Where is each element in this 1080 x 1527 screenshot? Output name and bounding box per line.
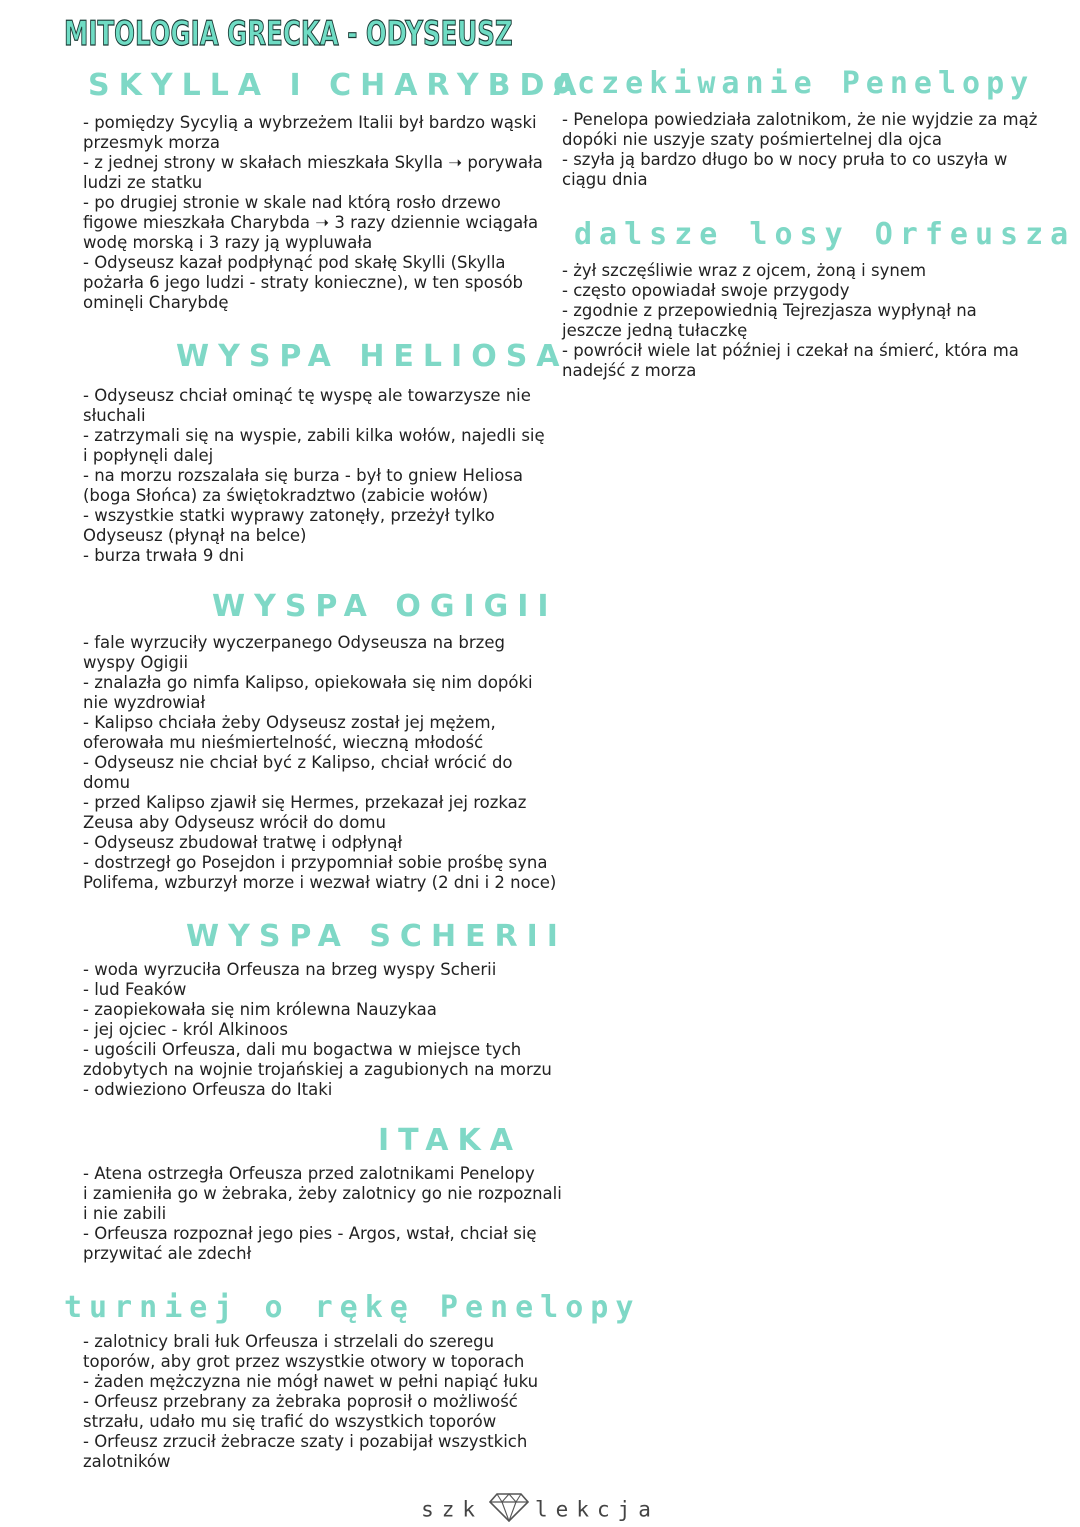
text-line: Polifema, wzburzył morze i wezwał wiatry (2 dni i 2 noce): [83, 873, 557, 892]
text-line: - Odyseusz zbudował tratwę i odpłynął: [83, 833, 403, 852]
text-line: wyspy Ogigii: [83, 653, 189, 672]
text-line: - zaopiekowała się nim królewna Nauzykaa: [83, 1000, 437, 1019]
text-line: (boga Słońca) za świętokradztwo (zabicie wołów): [83, 486, 489, 505]
text-line: - dostrzegł go Posejdon i przypomniał sobie prośbę syna: [83, 853, 548, 872]
text-line: - często opowiadał swoje przygody: [562, 281, 850, 300]
text-line: - odwieziono Orfeusza do Itaki: [83, 1080, 333, 1099]
heading-dalsze-losy: dalsze losy Orfeusza: [574, 217, 1076, 252]
text-line: - Penelopa powiedziała zalotnikom, że nie wyjdzie za mąż: [562, 110, 1038, 129]
heading-wyspa-heliosa: WYSPA HELIOSA: [176, 339, 569, 374]
text-line: figowe mieszkała Charybda ➝ 3 razy dziennie wciągała: [83, 213, 539, 232]
text-line: ludzi ze statku: [83, 173, 203, 192]
text-line: ominęli Charybdę: [83, 293, 229, 312]
text-line: strzału, udało mu się trafić do wszystkich toporów: [83, 1412, 497, 1431]
text-line: pożarła 6 jego ludzi - straty konieczne), w ten sposób: [83, 273, 524, 292]
section-skylla-charybda-text: [83, 113, 543, 313]
heading-turniej: turniej o rękę Penelopy: [64, 1290, 641, 1325]
section-turniej-text: [83, 1332, 538, 1472]
section-wyspa-scherii-text: [83, 960, 552, 1100]
text-line: Zeusa aby Odyseusz wrócił do domu: [83, 813, 386, 832]
text-line: - żył szczęśliwie wraz z ojcem, żoną i synem: [562, 261, 927, 280]
text-line: - Odyseusz chciał ominąć tę wyspę ale towarzysze nie: [83, 386, 531, 405]
text-line: - znalazła go nimfa Kalipso, opiekowała się nim dopóki: [83, 673, 533, 692]
text-line: - żaden mężczyzna nie mógł nawet w pełni napiąć łuku: [83, 1372, 539, 1391]
text-line: nadejść z morza: [562, 361, 697, 380]
text-line: nie wyzdrowiał: [83, 693, 206, 712]
text-line: - zalotnicy brali łuk Orfeusza i strzelali do szeregu: [83, 1332, 495, 1351]
text-line: - fale wyrzuciły wyczerpanego Odyseusza na brzeg: [83, 633, 505, 652]
text-line: słuchali: [83, 406, 146, 425]
text-line: - powrócił wiele lat później i czekał na śmierć, która ma: [562, 341, 1019, 360]
section-dalsze-losy-text: [562, 261, 1019, 381]
section-itaka-text: [83, 1164, 562, 1264]
text-line: - wszystkie statki wyprawy zatonęły, przeżył tylko: [83, 506, 495, 525]
text-line: - lud Feaków: [83, 980, 187, 999]
logo-text-left: szk: [421, 1497, 484, 1522]
page-title: MITOLOGIA GRECKA - ODYSEUSZ: [64, 14, 513, 54]
text-line: - zgodnie z przepowiednią Tejrezjasza wypłynął na: [562, 301, 977, 320]
heading-wyspa-scherii: WYSPA SCHERII: [186, 919, 567, 954]
text-line: - Atena ostrzegła Orfeusza przed zalotnikami Penelopy: [83, 1164, 535, 1183]
section-oczekiwanie-text: [562, 110, 1037, 190]
text-line: - na morzu rozszalała się burza - był to gniew Heliosa: [83, 466, 524, 485]
text-line: - ugościli Orfeusza, dali mu bogactwa w miejsce tych: [83, 1040, 522, 1059]
diamond-icon: [489, 1492, 529, 1527]
text-line: domu: [83, 773, 131, 792]
text-line: - zatrzymali się na wyspie, zabili kilka wołów, najedli się: [83, 426, 545, 445]
text-line: - jej ojciec - król Alkinoos: [83, 1020, 288, 1039]
heading-itaka: ITAKA: [378, 1123, 522, 1158]
text-line: - Orfeusza rozpoznał jego pies - Argos, wstał, chciał się: [83, 1224, 537, 1243]
heading-wyspa-ogigii: WYSPA OGIGII: [212, 589, 558, 624]
text-line: zdobytych na wojnie trojańskiej a zagubionych na morzu: [83, 1060, 552, 1079]
text-line: wodę morską i 3 razy ją wypluwała: [83, 233, 373, 252]
text-line: toporów, aby grot przez wszystkie otwory w toporach: [83, 1352, 525, 1371]
text-line: Odyseusz (płynął na belce): [83, 526, 307, 545]
heading-oczekiwanie-penelopy: oczekiwanie Penelopy: [553, 66, 1035, 101]
text-line: - z jednej strony w skałach mieszkała Skylla ➝ porywała: [83, 153, 543, 172]
text-line: i nie zabili: [83, 1204, 167, 1223]
text-line: i zamieniła go w żebraka, żeby zalotnicy go nie rozpoznali: [83, 1184, 562, 1203]
text-line: - Orfeusz przebrany za żebraka poprosił o możliwość: [83, 1392, 518, 1411]
text-line: dopóki nie uszyje szaty pośmiertelnej dla ojca: [562, 130, 942, 149]
text-line: - pomiędzy Sycylią a wybrzeżem Italii był bardzo wąski: [83, 113, 537, 132]
text-line: - szyła ją bardzo długo bo w nocy pruła to co uszyła w: [562, 150, 1008, 169]
text-line: przywitać ale zdechł: [83, 1244, 252, 1263]
text-line: przesmyk morza: [83, 133, 221, 152]
heading-skylla-charybda: SKYLLA I CHARYBDA: [88, 68, 586, 103]
logo-text-right: lekcja: [535, 1497, 659, 1522]
text-line: oferowała mu nieśmiertelność, wieczną młodość: [83, 733, 484, 752]
text-line: i popłynęli dalej: [83, 446, 214, 465]
text-line: jeszcze jedną tułaczkę: [562, 321, 748, 340]
section-wyspa-ogigii-text: [83, 633, 556, 893]
text-line: - burza trwała 9 dni: [83, 546, 245, 565]
text-line: - przed Kalipso zjawił się Hermes, przekazał jej rozkaz: [83, 793, 527, 812]
section-wyspa-heliosa-text: [83, 386, 545, 566]
text-line: - woda wyrzuciła Orfeusza na brzeg wyspy Scherii: [83, 960, 497, 979]
text-line: ciągu dnia: [562, 170, 648, 189]
text-line: - Orfeusz zrzucił żebracze szaty i pozabijał wszystkich: [83, 1432, 528, 1451]
text-line: zalotników: [83, 1452, 171, 1471]
footer-logo: [0, 1492, 1080, 1527]
text-line: - Odyseusz nie chciał być z Kalipso, chciał wrócić do: [83, 753, 513, 772]
text-line: - po drugiej stronie w skale nad którą rosło drzewo: [83, 193, 501, 212]
text-line: - Odyseusz kazał podpłynąć pod skałę Skylli (Skylla: [83, 253, 506, 272]
text-line: - Kalipso chciała żeby Odyseusz został jej mężem,: [83, 713, 496, 732]
